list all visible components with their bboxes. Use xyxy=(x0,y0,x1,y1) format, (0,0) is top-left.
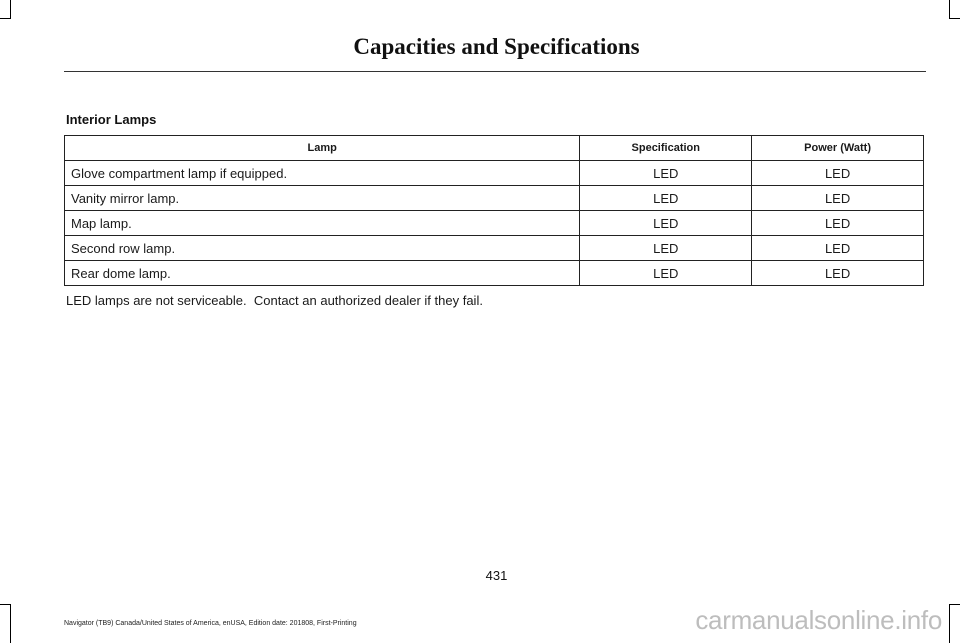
edition-footer: Navigator (TB9) Canada/United States of America, enUSA, Edition date: 201808, First-Printing xyxy=(64,620,357,627)
cell-power: LED xyxy=(752,161,924,186)
table-row xyxy=(65,261,924,286)
crop-mark-top-right-h xyxy=(949,18,960,19)
column-header-lamp: Lamp xyxy=(65,136,580,161)
crop-mark-bottom-right-h xyxy=(949,604,960,605)
table-header-row xyxy=(65,136,924,161)
cell-power: LED xyxy=(752,261,924,286)
crop-mark-bottom-left-v xyxy=(10,604,11,643)
cell-specification: LED xyxy=(580,211,752,236)
page-title: Capacities and Specifications xyxy=(353,34,640,59)
cell-lamp: Vanity mirror lamp. xyxy=(65,186,580,211)
crop-mark-top-left-v xyxy=(10,0,11,19)
cell-specification: LED xyxy=(580,236,752,261)
cell-specification: LED xyxy=(580,261,752,286)
cell-lamp: Glove compartment lamp if equipped. xyxy=(65,161,580,186)
interior-lamps-table xyxy=(64,135,924,286)
crop-mark-bottom-left-h xyxy=(0,604,11,605)
cell-power: LED xyxy=(752,236,924,261)
crop-mark-bottom-right-v xyxy=(949,604,950,643)
cell-specification: LED xyxy=(580,186,752,211)
section-heading: Interior Lamps xyxy=(66,112,157,127)
cell-specification: LED xyxy=(580,161,752,186)
table-row xyxy=(65,161,924,186)
header-divider xyxy=(64,71,926,72)
table-row xyxy=(65,236,924,261)
crop-mark-top-right-v xyxy=(949,0,950,19)
cell-lamp: Map lamp. xyxy=(65,211,580,236)
serviceability-note: LED lamps are not serviceable. Contact an authorized dealer if they fail. xyxy=(66,293,483,308)
table-row xyxy=(65,211,924,236)
cell-power: LED xyxy=(752,186,924,211)
watermark-logo: carmanualsonline.info xyxy=(695,605,942,635)
table-row xyxy=(65,186,924,211)
column-header-power: Power (Watt) xyxy=(752,136,924,161)
column-header-specification: Specification xyxy=(580,136,752,161)
cell-lamp: Rear dome lamp. xyxy=(65,261,580,286)
crop-mark-top-left-h xyxy=(0,18,11,19)
page-number: 431 xyxy=(485,568,508,583)
cell-power: LED xyxy=(752,211,924,236)
cell-lamp: Second row lamp. xyxy=(65,236,580,261)
